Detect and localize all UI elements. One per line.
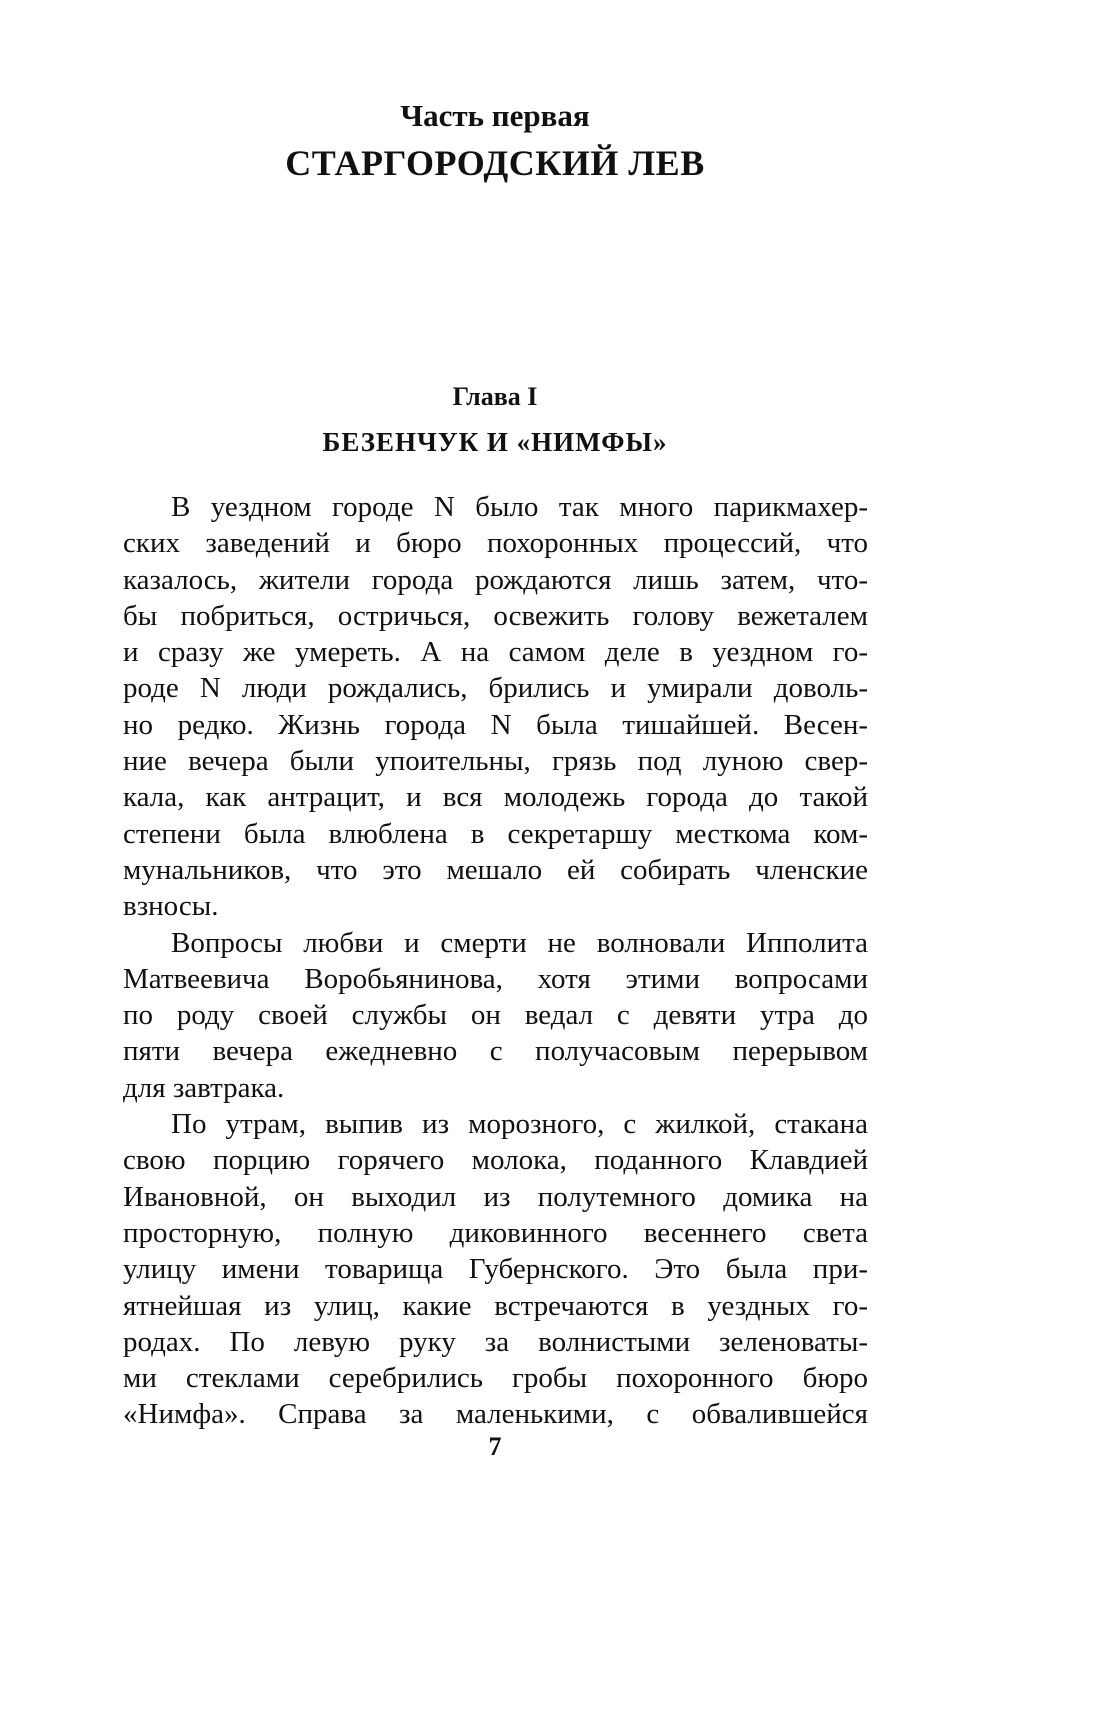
text-line: По утрам, выпив из морозного, с жилкой, стакана <box>171 1108 868 1141</box>
text-line: ятнейшая из улиц, какие встречаются в уездных го- <box>123 1289 868 1322</box>
text-line: В уездном городе N было так много парикмахер- <box>171 491 868 523</box>
text-line: и сразу же умереть. А на самом деле в уездном го- <box>123 636 868 669</box>
text-line: ми стеклами серебрились гробы похоронного бюро <box>123 1362 868 1395</box>
text-line: взносы. <box>123 890 219 923</box>
text-line: пяти вечера ежедневно с получасовым перерывом <box>123 1035 868 1068</box>
text-line: ние вечера были упоительны, грязь под луною свер- <box>123 745 868 778</box>
text-line: свою порцию горячего молока, поданного Клавдией <box>123 1144 868 1177</box>
text-line: бы побриться, остричься, освежить голову вежеталем <box>123 599 868 632</box>
text-line: Вопросы любви и смерти не волновали Ипполита <box>171 926 868 959</box>
text-line: Матвеевича Воробьянинова, хотя этими вопросами <box>123 962 868 995</box>
text-line: роде N люди рождались, брились и умирали доволь- <box>123 672 868 705</box>
page-number: 7 <box>488 1432 502 1461</box>
text-line: «Нимфа». Справа за маленькими, с обвалившейся <box>123 1398 868 1431</box>
text-line: казалось, жители города рождаются лишь затем, что- <box>123 563 868 596</box>
chapter-title: БЕЗЕНЧУК И «НИМФЫ» <box>322 427 668 457</box>
text-line: родах. По левую руку за волнистыми зеленоваты- <box>123 1325 868 1358</box>
part-title: СТАРГОРОДСКИЙ ЛЕВ <box>285 143 705 183</box>
text-line: степени была влюблена в секретаршу месткома ком- <box>123 817 868 850</box>
chapter-body-text <box>123 489 868 1433</box>
text-line: мунальников, что это мешало ей собирать членские <box>123 853 868 886</box>
text-line: улицу имени товарища Губернского. Это была при- <box>123 1253 868 1286</box>
part-label: Часть первая <box>400 98 590 133</box>
text-line: но редко. Жизнь города N была тишайшей. Весен- <box>123 708 868 741</box>
text-line: кала, как антрацит, и вся молодежь города до такой <box>123 781 868 814</box>
text-line: Ивановной, он выходил из полутемного домика на <box>123 1180 868 1213</box>
text-line: просторную, полную диковинного весеннего света <box>123 1216 868 1249</box>
text-line: по роду своей службы он ведал с девяти утра до <box>123 999 868 1032</box>
chapter-label: Глава I <box>452 382 538 411</box>
text-line: ских заведений и бюро похоронных процессий, что <box>123 527 868 560</box>
text-line: для завтрака. <box>123 1071 285 1104</box>
